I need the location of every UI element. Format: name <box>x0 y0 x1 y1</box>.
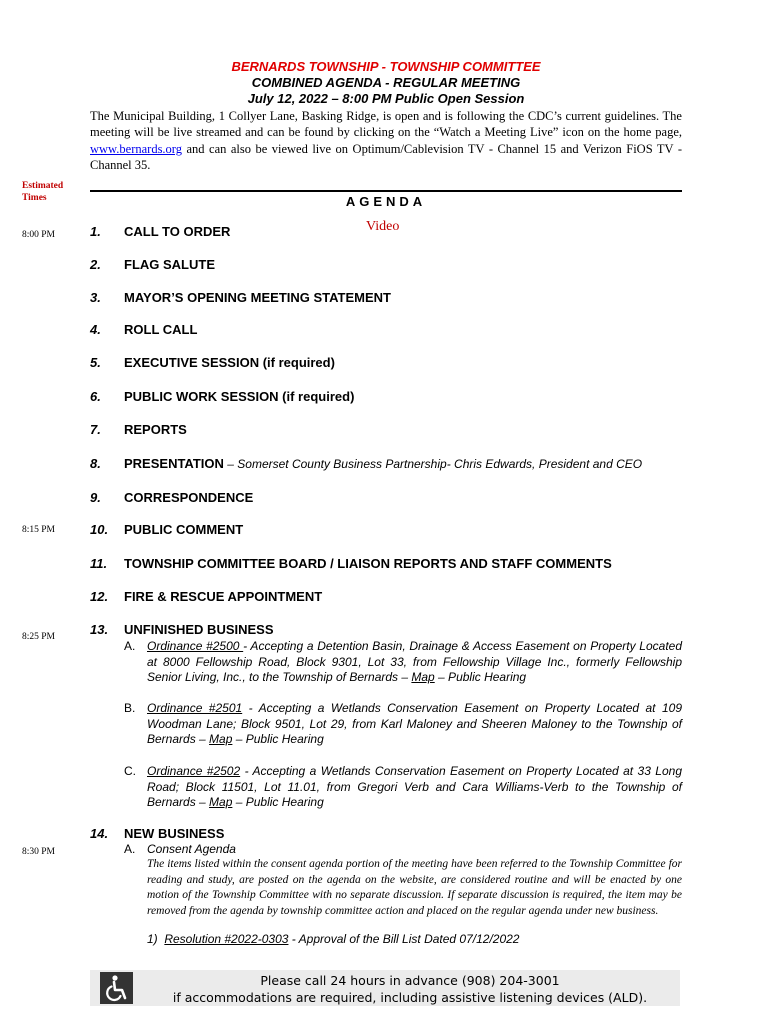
item-label: MAYOR’S OPENING MEETING STATEMENT <box>124 290 392 305</box>
sub-letter: A. <box>124 639 136 653</box>
consent-agenda-text: The items listed within the consent agenda portion of the meeting have been referred to the Township Committee for reading and study, are posted on the agenda on the website, are considered routine and will be enacted by one motion of the Township Committee with no separate discussion. If separate discussion is required, the item may be removed from the agenda by township committee action and placed on the regular agenda under new business. <box>147 858 682 918</box>
item-label: NEW BUSINESS <box>124 826 225 841</box>
item-label: CORRESPONDENCE <box>124 490 254 505</box>
item-number: 1. <box>90 224 101 239</box>
resolution-item <box>147 932 519 946</box>
item-label: EXECUTIVE SESSION (if required) <box>124 355 335 370</box>
footer-text <box>140 972 680 1006</box>
item-label: ROLL CALL <box>124 322 198 337</box>
item-number: 12. <box>90 589 109 604</box>
item-number: 13. <box>90 622 109 637</box>
item-number: 11. <box>90 556 108 571</box>
item-number: 3. <box>90 290 101 305</box>
video-link[interactable]: Video <box>366 219 400 234</box>
agenda-header <box>90 58 682 107</box>
agenda-heading: AGENDA <box>345 194 427 209</box>
consent-agenda-heading <box>124 842 682 858</box>
item-label: REPORTS <box>124 422 187 437</box>
sub-letter: B. <box>124 701 136 715</box>
accessibility-footer <box>90 970 680 1006</box>
page-subtitle: COMBINED AGENDA - REGULAR MEETING <box>251 75 521 90</box>
bernards-website-link[interactable]: www.bernards.org <box>90 141 182 156</box>
ordinance-item <box>124 639 682 686</box>
item-number: 5. <box>90 355 101 370</box>
intro-text-2: and can also be viewed live on Optimum/Cablevision TV - Channel 15 and Verizon FiOS TV - Channel 35. <box>90 141 682 172</box>
footer-line-1: Please call 24 hours in advance (908) 204-3001 <box>260 973 560 988</box>
ordinance-2500-link[interactable]: Ordinance #2500 <box>147 639 244 653</box>
ordinance-2502-link[interactable]: Ordinance #2502 <box>147 764 241 778</box>
map-link[interactable]: Map <box>411 670 435 684</box>
item-number: 10. <box>90 522 109 537</box>
item-number: 6. <box>90 389 101 404</box>
item-description: – Somerset County Business Partnership- Chris Edwards, President and CEO <box>223 457 643 471</box>
meeting-date: July 12, 2022 – 8:00 PM Public Open Session <box>247 91 525 106</box>
ordinance-2501-link[interactable]: Ordinance #2501 <box>147 701 243 715</box>
item-label: PUBLIC COMMENT <box>124 522 244 537</box>
resolution-number: 1) <box>147 932 158 946</box>
item-label-text: PRESENTATION <box>124 456 224 471</box>
map-link[interactable]: Map <box>209 795 233 809</box>
item-label: FIRE & RESCUE APPOINTMENT <box>124 589 323 604</box>
sub-text: Consent Agenda <box>147 842 236 856</box>
time-public-comment: 8:15 PM <box>22 525 55 535</box>
item-label: PUBLIC WORK SESSION (if required) <box>124 389 355 404</box>
item-number: 14. <box>90 826 109 841</box>
wheelchair-icon <box>100 972 133 1004</box>
item-label: TOWNSHIP COMMITTEE BOARD / LIAISON REPORTS AND STAFF COMMENTS <box>124 556 612 571</box>
sub-text: Ordinance #2501 - Accepting a Wetlands Conservation Easement on Property Located at 109 Woodman Lane; Block 9501, Lot 29, from Karl Maloney and Sheeren Maloney to the Township of Bernards – Map – Public Hearing <box>147 701 682 746</box>
item-number: 4. <box>90 322 101 337</box>
map-link[interactable]: Map <box>209 732 233 746</box>
sub-letter: A. <box>124 842 136 856</box>
item-number: 2. <box>90 257 101 272</box>
header-divider <box>90 190 682 192</box>
time-unfinished-business: 8:25 PM <box>22 632 55 642</box>
ordinance-item <box>124 764 682 811</box>
sub-text: Ordinance #2500 - Accepting a Detention Basin, Drainage & Access Easement on Property Located at 8000 Fellowship Road, Block 9301, Lot 33, from Fellowship Village Inc., formerly Fellowship Senior Living, Inc., to the Township of Bernards – Map – Public Hearing <box>147 639 683 684</box>
ordinance-item <box>124 701 682 748</box>
resolution-text: - Approval of the Bill List Dated 07/12/2022 <box>288 932 520 946</box>
intro-paragraph <box>90 108 682 173</box>
intro-text-1: The Municipal Building, 1 Collyer Lane, Basking Ridge, is open and is following the CDC’s current guidelines. The meeting will be live streamed and can be found by clicking on the “Watch a Meeting Live” icon on the home page, <box>90 109 682 140</box>
item-label: CALL TO ORDER <box>124 224 231 239</box>
footer-line-2: if accommodations are required, including assistive listening devices (ALD). <box>172 990 648 1005</box>
sub-letter: C. <box>124 764 136 778</box>
sub-text: Ordinance #2502 - Accepting a Wetlands Conservation Easement on Property Located at 33 Long Road; Block 11501, Lot 11.01, from Gregori Verb and Cara Williams-Verb to the Township of Bernards – Map – Public Hearing <box>147 764 682 809</box>
time-call-to-order: 8:00 PM <box>22 230 55 240</box>
resolution-2022-0303-link[interactable]: Resolution #2022-0303 <box>164 932 289 946</box>
item-number: 7. <box>90 422 101 437</box>
item-label: UNFINISHED BUSINESS <box>124 622 274 637</box>
page-title: BERNARDS TOWNSHIP - TOWNSHIP COMMITTEE <box>231 59 541 74</box>
item-number: 8. <box>90 456 101 471</box>
item-number: 9. <box>90 490 101 505</box>
item-label: FLAG SALUTE <box>124 257 215 272</box>
time-new-business: 8:30 PM <box>22 847 55 857</box>
estimated-times-label: Estimated Times <box>22 181 64 203</box>
item-label <box>124 456 642 471</box>
